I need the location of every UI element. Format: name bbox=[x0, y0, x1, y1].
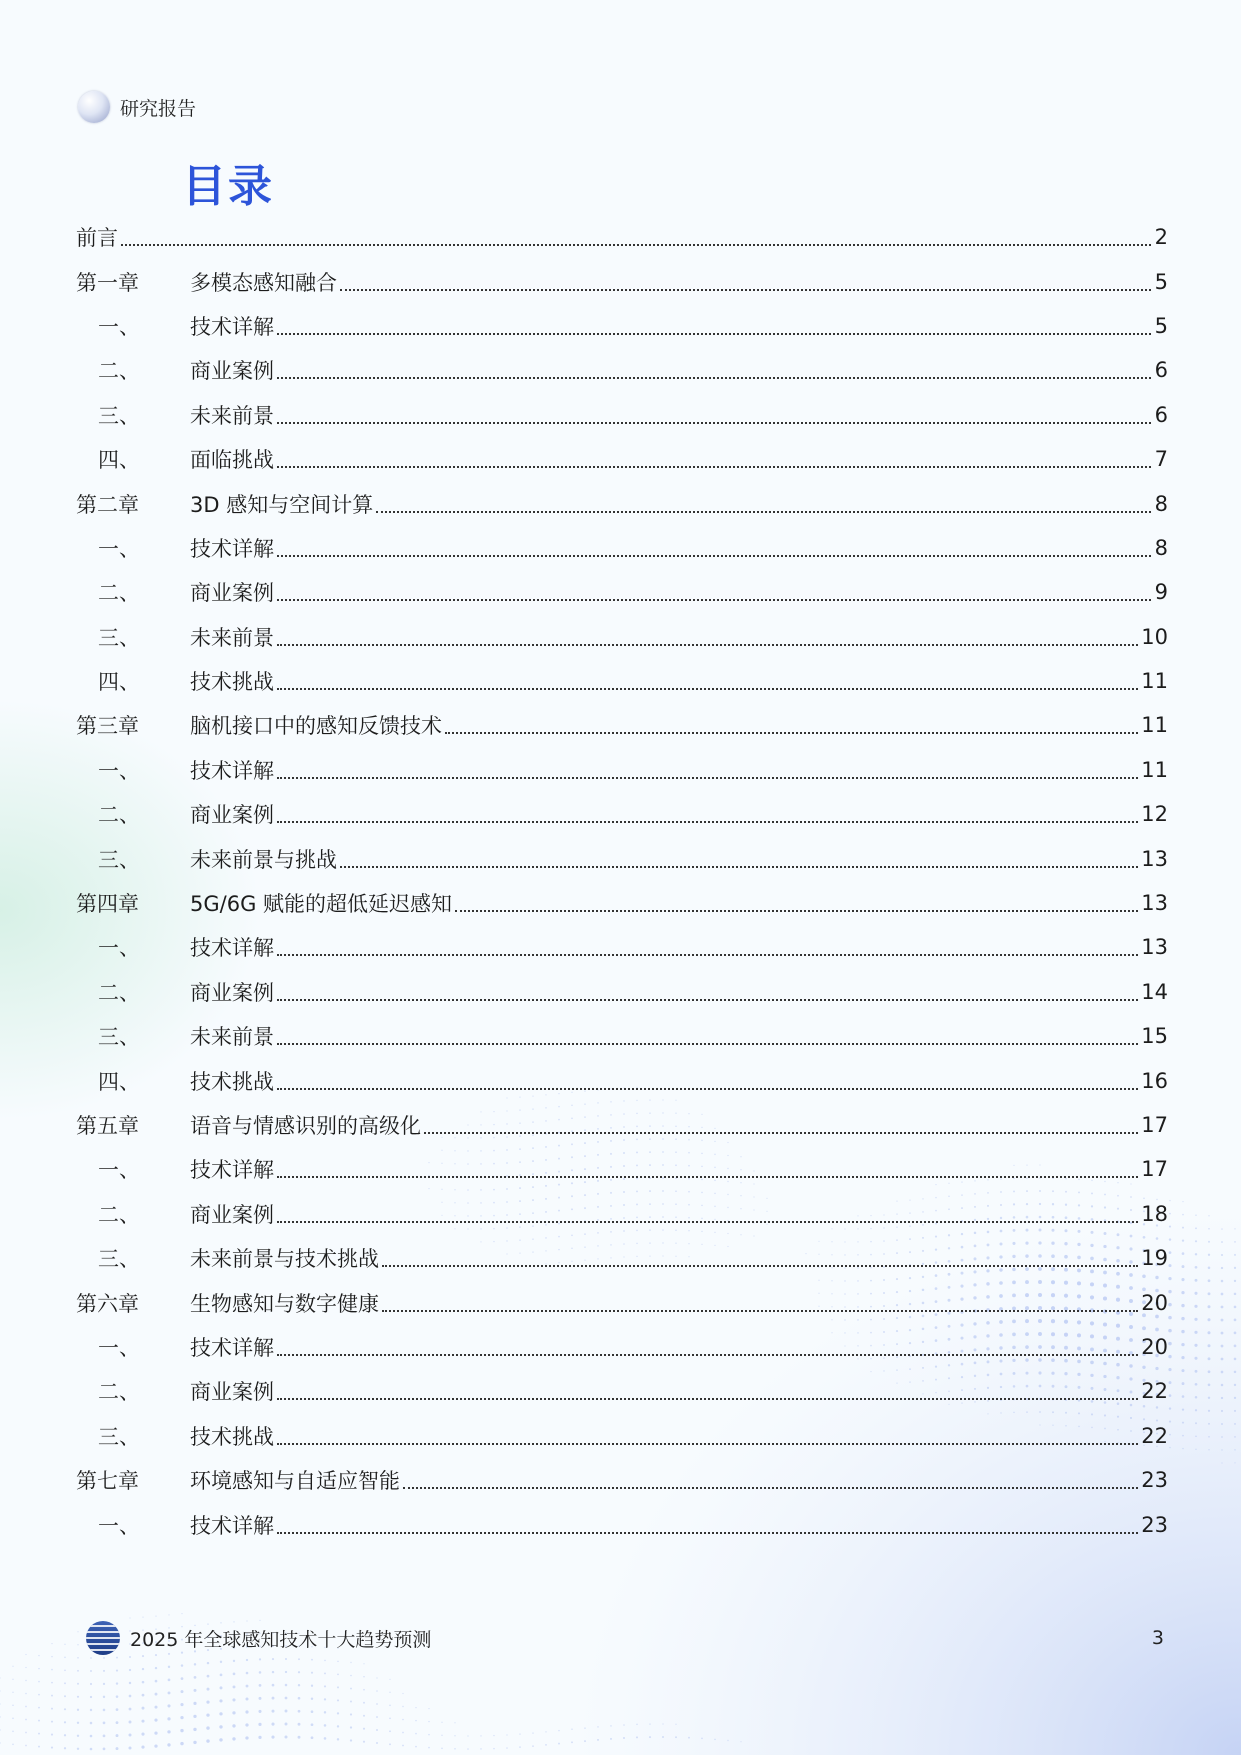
toc-entry[interactable] bbox=[76, 526, 1168, 570]
toc-entry-label: 技术详解 bbox=[190, 758, 274, 783]
toc-entry[interactable] bbox=[76, 1325, 1168, 1369]
dot-leader bbox=[277, 422, 1151, 424]
toc-entry[interactable] bbox=[76, 1414, 1168, 1458]
toc-entry-number: 一、 bbox=[98, 314, 140, 339]
toc-entry[interactable] bbox=[76, 1236, 1168, 1280]
toc-entry-number: 第三章 bbox=[76, 714, 139, 739]
toc-entry-page: 5 bbox=[1154, 269, 1168, 294]
toc-entry-page: 11 bbox=[1141, 669, 1168, 694]
toc-entry-page: 18 bbox=[1141, 1201, 1168, 1226]
toc-entry-number: 二、 bbox=[98, 1380, 140, 1405]
toc-entry-label: 商业案例 bbox=[190, 359, 274, 384]
toc-entry-label: 脑机接口中的感知反馈技术 bbox=[190, 714, 442, 739]
toc-entry[interactable] bbox=[76, 615, 1168, 659]
report-header bbox=[78, 90, 196, 124]
toc-entry-label: 技术详解 bbox=[190, 1158, 274, 1183]
toc-entry-page: 10 bbox=[1141, 624, 1168, 649]
toc-entry-page: 15 bbox=[1141, 1024, 1168, 1049]
footer-title: 2025 年全球感知技术十大趋势预测 bbox=[130, 1628, 432, 1651]
toc-entry-page: 23 bbox=[1141, 1468, 1168, 1493]
toc-entry[interactable] bbox=[76, 1369, 1168, 1413]
toc-entry-label: 未来前景 bbox=[190, 403, 274, 428]
dot-leader bbox=[277, 1443, 1138, 1445]
toc-entry-label: 语音与情感识别的高级化 bbox=[190, 1114, 421, 1138]
toc-entry[interactable] bbox=[76, 348, 1168, 392]
toc-entry-number: 四、 bbox=[98, 448, 140, 473]
dot-leader bbox=[382, 1265, 1138, 1267]
toc-entry-number: 三、 bbox=[98, 1025, 140, 1050]
dot-leader bbox=[277, 1088, 1138, 1090]
toc-entry-label: 技术详解 bbox=[190, 1513, 274, 1538]
toc-entry-number: 二、 bbox=[98, 1202, 140, 1227]
toc-entry-number: 三、 bbox=[98, 403, 140, 428]
toc-entry-label: 5G/6G 赋能的超低延迟感知 bbox=[190, 892, 453, 917]
toc-entry[interactable] bbox=[76, 1014, 1168, 1058]
dot-leader bbox=[277, 954, 1138, 956]
toc-entry-label: 未来前景与技术挑战 bbox=[190, 1247, 379, 1272]
toc-entry-number: 三、 bbox=[98, 1424, 140, 1449]
toc-entry-page: 13 bbox=[1141, 891, 1168, 916]
toc-entry[interactable] bbox=[76, 970, 1168, 1014]
toc-entry[interactable] bbox=[76, 1502, 1168, 1546]
dot-leader bbox=[277, 1354, 1138, 1356]
toc-entry-label: 商业案例 bbox=[190, 1202, 274, 1227]
toc-entry[interactable] bbox=[76, 259, 1168, 303]
toc-entry-page: 6 bbox=[1154, 358, 1168, 383]
toc-entry[interactable] bbox=[76, 304, 1168, 348]
toc-entry-number: 三、 bbox=[98, 1247, 140, 1272]
toc-entry-number: 一、 bbox=[98, 1513, 140, 1538]
page-footer bbox=[86, 1620, 1166, 1656]
toc-entry[interactable] bbox=[76, 1280, 1168, 1324]
toc-entry[interactable] bbox=[76, 1458, 1168, 1502]
dot-leader bbox=[277, 1176, 1138, 1178]
toc-entry[interactable] bbox=[76, 1192, 1168, 1236]
toc-entry-label: 技术详解 bbox=[190, 1335, 274, 1360]
dot-leader bbox=[445, 732, 1138, 734]
toc-entry-label: 未来前景与挑战 bbox=[190, 847, 337, 872]
toc-entry-label: 技术挑战 bbox=[190, 1424, 274, 1449]
toc-entry-page: 14 bbox=[1141, 979, 1168, 1004]
toc-entry-label: 技术挑战 bbox=[190, 670, 274, 695]
toc-entry-page: 7 bbox=[1154, 447, 1168, 472]
toc-entry[interactable] bbox=[76, 881, 1168, 925]
toc-entry-number: 二、 bbox=[98, 980, 140, 1005]
toc-entry-label: 生物感知与数字健康 bbox=[190, 1291, 379, 1316]
toc-entry-page: 13 bbox=[1141, 935, 1168, 960]
table-of-contents bbox=[76, 215, 1168, 1547]
toc-entry-label: 3D 感知与空间计算 bbox=[190, 492, 374, 517]
dot-leader bbox=[277, 999, 1138, 1001]
dot-leader bbox=[277, 688, 1138, 690]
toc-entry[interactable] bbox=[76, 792, 1168, 836]
toc-entry-number: 一、 bbox=[98, 536, 140, 561]
dot-leader bbox=[277, 333, 1151, 335]
toc-entry-number: 前言 bbox=[76, 226, 118, 251]
toc-entry[interactable] bbox=[76, 215, 1168, 259]
toc-entry[interactable] bbox=[76, 393, 1168, 437]
toc-entry-number: 四、 bbox=[98, 670, 140, 695]
toc-entry-label: 技术详解 bbox=[190, 536, 274, 561]
toc-entry-label: 技术详解 bbox=[190, 936, 274, 961]
dot-leader bbox=[277, 377, 1151, 379]
toc-entry-label: 技术详解 bbox=[190, 314, 274, 339]
toc-entry-label: 商业案例 bbox=[190, 980, 274, 1005]
toc-entry-label: 技术挑战 bbox=[190, 1069, 274, 1094]
dot-leader bbox=[277, 1532, 1138, 1534]
toc-entry-page: 12 bbox=[1141, 802, 1168, 827]
toc-entry-label: 未来前景 bbox=[190, 625, 274, 650]
dot-leader bbox=[277, 1221, 1138, 1223]
toc-entry-page: 11 bbox=[1141, 757, 1168, 782]
toc-entry-label: 环境感知与自适应智能 bbox=[190, 1469, 400, 1494]
toc-entry-page: 11 bbox=[1141, 713, 1168, 738]
page-number: 3 bbox=[1151, 1627, 1164, 1649]
toc-entry-page: 20 bbox=[1141, 1290, 1168, 1315]
dot-leader bbox=[277, 1043, 1138, 1045]
toc-entry-page: 23 bbox=[1141, 1512, 1168, 1537]
toc-entry[interactable] bbox=[76, 481, 1168, 525]
toc-entry-number: 四、 bbox=[98, 1069, 140, 1094]
toc-entry-page: 22 bbox=[1141, 1423, 1168, 1448]
toc-entry-number: 一、 bbox=[98, 758, 140, 783]
header-label: 研究报告 bbox=[120, 97, 197, 120]
toc-entry-number: 一、 bbox=[98, 1158, 140, 1183]
toc-entry[interactable] bbox=[76, 570, 1168, 614]
toc-entry[interactable] bbox=[76, 1103, 1168, 1147]
toc-entry-number: 三、 bbox=[98, 847, 140, 872]
toc-entry-page: 13 bbox=[1141, 846, 1168, 871]
dot-leader bbox=[277, 821, 1138, 823]
toc-entry-label: 商业案例 bbox=[190, 581, 274, 606]
toc-entry-number: 一、 bbox=[98, 936, 140, 961]
toc-entry-page: 8 bbox=[1154, 535, 1168, 560]
toc-entry-number: 三、 bbox=[98, 625, 140, 650]
toc-entry[interactable] bbox=[76, 1058, 1168, 1102]
globe-logo-icon bbox=[86, 1621, 120, 1655]
toc-entry[interactable] bbox=[76, 836, 1168, 880]
toc-entry-page: 22 bbox=[1141, 1379, 1168, 1404]
dot-leader bbox=[340, 289, 1151, 291]
toc-entry-number: 第七章 bbox=[76, 1469, 139, 1494]
toc-entry-number: 二、 bbox=[98, 359, 140, 384]
toc-entry-page: 8 bbox=[1154, 491, 1168, 516]
dot-leader bbox=[277, 777, 1138, 779]
toc-entry-number: 第六章 bbox=[76, 1291, 139, 1316]
dot-leader bbox=[277, 599, 1151, 601]
toc-entry-label: 未来前景 bbox=[190, 1025, 274, 1050]
toc-entry-number: 二、 bbox=[98, 803, 140, 828]
toc-entry-label: 商业案例 bbox=[190, 1380, 274, 1405]
toc-entry-page: 5 bbox=[1154, 313, 1168, 338]
dot-leader bbox=[277, 1398, 1138, 1400]
toc-entry-number: 第二章 bbox=[76, 492, 139, 517]
toc-entry-page: 20 bbox=[1141, 1334, 1168, 1359]
toc-entry-number: 一、 bbox=[98, 1335, 140, 1360]
toc-entry[interactable] bbox=[76, 437, 1168, 481]
toc-entry-number: 第一章 bbox=[76, 270, 139, 295]
toc-entry[interactable] bbox=[76, 925, 1168, 969]
toc-entry[interactable] bbox=[76, 1147, 1168, 1191]
dot-leader bbox=[277, 555, 1151, 557]
toc-entry-label: 多模态感知融合 bbox=[190, 270, 337, 295]
toc-entry-number: 第五章 bbox=[76, 1114, 139, 1138]
toc-entry-page: 17 bbox=[1141, 1113, 1168, 1137]
dot-leader bbox=[376, 511, 1151, 513]
toc-entry-page: 19 bbox=[1141, 1246, 1168, 1271]
page-title: 目录 bbox=[182, 161, 274, 212]
toc-entry-label: 面临挑战 bbox=[190, 448, 274, 473]
toc-entry-page: 17 bbox=[1141, 1157, 1168, 1182]
toc-entry-number: 二、 bbox=[98, 581, 140, 606]
toc-entry-page: 9 bbox=[1154, 580, 1168, 605]
toc-entry-label: 商业案例 bbox=[190, 803, 274, 828]
toc-entry-page: 2 bbox=[1154, 225, 1168, 250]
toc-entry-number: 第四章 bbox=[76, 892, 139, 917]
toc-entry[interactable] bbox=[76, 659, 1168, 703]
dot-leader bbox=[277, 466, 1151, 468]
sphere-logo-icon bbox=[78, 91, 110, 123]
toc-entry-page: 16 bbox=[1141, 1068, 1168, 1093]
toc-entry[interactable] bbox=[76, 703, 1168, 747]
dot-leader bbox=[455, 910, 1138, 912]
toc-entry[interactable] bbox=[76, 748, 1168, 792]
dot-leader bbox=[403, 1487, 1138, 1489]
dot-leader bbox=[382, 1310, 1138, 1312]
dot-leader bbox=[424, 1132, 1138, 1134]
toc-entry-page: 6 bbox=[1154, 402, 1168, 427]
dot-leader bbox=[277, 644, 1138, 646]
dot-leader bbox=[340, 866, 1138, 868]
dot-leader bbox=[121, 244, 1151, 246]
